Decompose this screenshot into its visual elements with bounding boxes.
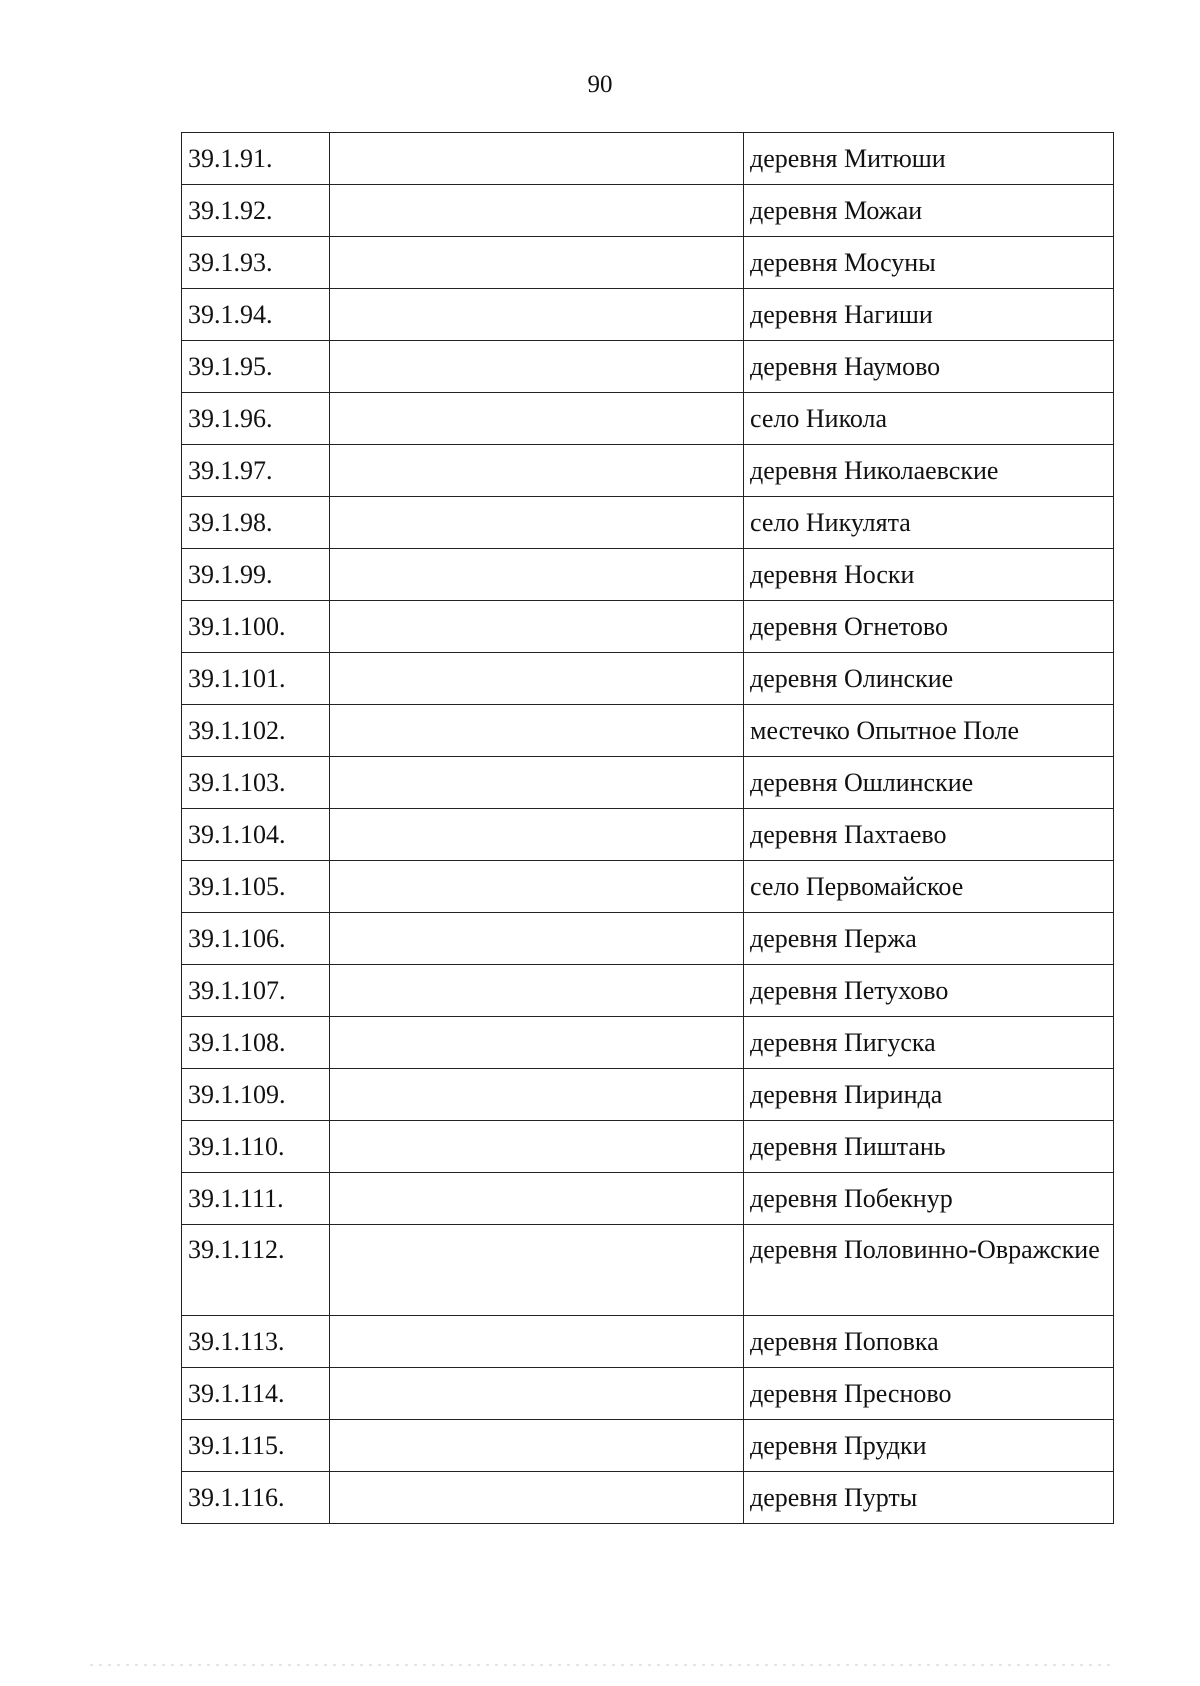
row-settlement-name: деревня Можаи [744,185,1114,237]
row-settlement-name: деревня Огнетово [744,601,1114,653]
row-code: 39.1.113. [182,1316,330,1368]
row-settlement-name: деревня Пержа [744,913,1114,965]
row-empty-cell [330,1225,744,1316]
page-number: 90 [587,71,613,98]
table-row [182,341,1114,393]
table-row [182,1121,1114,1173]
row-empty-cell [330,757,744,809]
table-row [182,913,1114,965]
row-empty-cell [330,1368,744,1420]
row-empty-cell [330,913,744,965]
table-row [182,1316,1114,1368]
table-row [182,185,1114,237]
row-empty-cell [330,497,744,549]
row-empty-cell [330,1017,744,1069]
row-empty-cell [330,185,744,237]
row-empty-cell [330,445,744,497]
table-row [182,133,1114,185]
row-empty-cell [330,549,744,601]
table-row [182,393,1114,445]
table-row [182,1420,1114,1472]
table-row [182,965,1114,1017]
row-code: 39.1.97. [182,445,330,497]
row-settlement-name: деревня Половинно-Овражские [744,1225,1114,1316]
row-settlement-name: деревня Пиштань [744,1121,1114,1173]
row-settlement-name: местечко Опытное Поле [744,705,1114,757]
table-row [182,549,1114,601]
settlements-table [181,132,1114,1524]
row-code: 39.1.93. [182,237,330,289]
row-empty-cell [330,1173,744,1225]
row-empty-cell [330,1069,744,1121]
table-row [182,705,1114,757]
row-empty-cell [330,601,744,653]
row-empty-cell [330,393,744,445]
table-row [182,497,1114,549]
table-row [182,1368,1114,1420]
table-row [182,1472,1114,1524]
row-code: 39.1.92. [182,185,330,237]
row-settlement-name: деревня Пиринда [744,1069,1114,1121]
row-settlement-name: деревня Пресново [744,1368,1114,1420]
table-row [182,1173,1114,1225]
table-row [182,601,1114,653]
row-settlement-name: деревня Олинские [744,653,1114,705]
row-empty-cell [330,289,744,341]
row-settlement-name: деревня Петухово [744,965,1114,1017]
table-row [182,757,1114,809]
row-settlement-name: деревня Ошлинские [744,757,1114,809]
row-empty-cell [330,965,744,1017]
row-code: 39.1.105. [182,861,330,913]
row-settlement-name: деревня Наумово [744,341,1114,393]
row-empty-cell [330,1121,744,1173]
row-settlement-name: деревня Нагиши [744,289,1114,341]
scan-noise-line [90,1664,1110,1666]
row-empty-cell [330,1472,744,1524]
row-code: 39.1.104. [182,809,330,861]
row-code: 39.1.108. [182,1017,330,1069]
row-settlement-name: деревня Мосуны [744,237,1114,289]
row-code: 39.1.91. [182,133,330,185]
row-code: 39.1.95. [182,341,330,393]
row-code: 39.1.115. [182,1420,330,1472]
row-code: 39.1.109. [182,1069,330,1121]
table-row [182,861,1114,913]
row-settlement-name: деревня Митюши [744,133,1114,185]
table-row [182,1069,1114,1121]
table-row [182,1225,1114,1316]
row-settlement-name: деревня Пахтаево [744,809,1114,861]
table-row [182,289,1114,341]
table-row [182,809,1114,861]
row-settlement-name: село Никулята [744,497,1114,549]
row-code: 39.1.110. [182,1121,330,1173]
row-code: 39.1.116. [182,1472,330,1524]
row-code: 39.1.102. [182,705,330,757]
row-settlement-name: деревня Поповка [744,1316,1114,1368]
row-code: 39.1.107. [182,965,330,1017]
row-code: 39.1.112. [182,1225,330,1316]
table-row [182,445,1114,497]
row-code: 39.1.106. [182,913,330,965]
row-settlement-name: село Первомайское [744,861,1114,913]
row-code: 39.1.100. [182,601,330,653]
row-code: 39.1.101. [182,653,330,705]
row-empty-cell [330,1420,744,1472]
row-code: 39.1.99. [182,549,330,601]
row-empty-cell [330,133,744,185]
row-empty-cell [330,341,744,393]
row-empty-cell [330,861,744,913]
row-empty-cell [330,705,744,757]
table-row [182,237,1114,289]
row-code: 39.1.96. [182,393,330,445]
row-settlement-name: село Никола [744,393,1114,445]
row-empty-cell [330,237,744,289]
row-settlement-name: деревня Побекнур [744,1173,1114,1225]
table-row [182,1017,1114,1069]
row-code: 39.1.103. [182,757,330,809]
row-settlement-name: деревня Николаевские [744,445,1114,497]
row-settlement-name: деревня Пигуска [744,1017,1114,1069]
settlements-table-body [182,133,1114,1524]
row-empty-cell [330,653,744,705]
row-code: 39.1.98. [182,497,330,549]
row-empty-cell [330,809,744,861]
row-code: 39.1.94. [182,289,330,341]
row-settlement-name: деревня Пурты [744,1472,1114,1524]
row-code: 39.1.114. [182,1368,330,1420]
row-empty-cell [330,1316,744,1368]
row-settlement-name: деревня Носки [744,549,1114,601]
table-row [182,653,1114,705]
row-settlement-name: деревня Прудки [744,1420,1114,1472]
row-code: 39.1.111. [182,1173,330,1225]
